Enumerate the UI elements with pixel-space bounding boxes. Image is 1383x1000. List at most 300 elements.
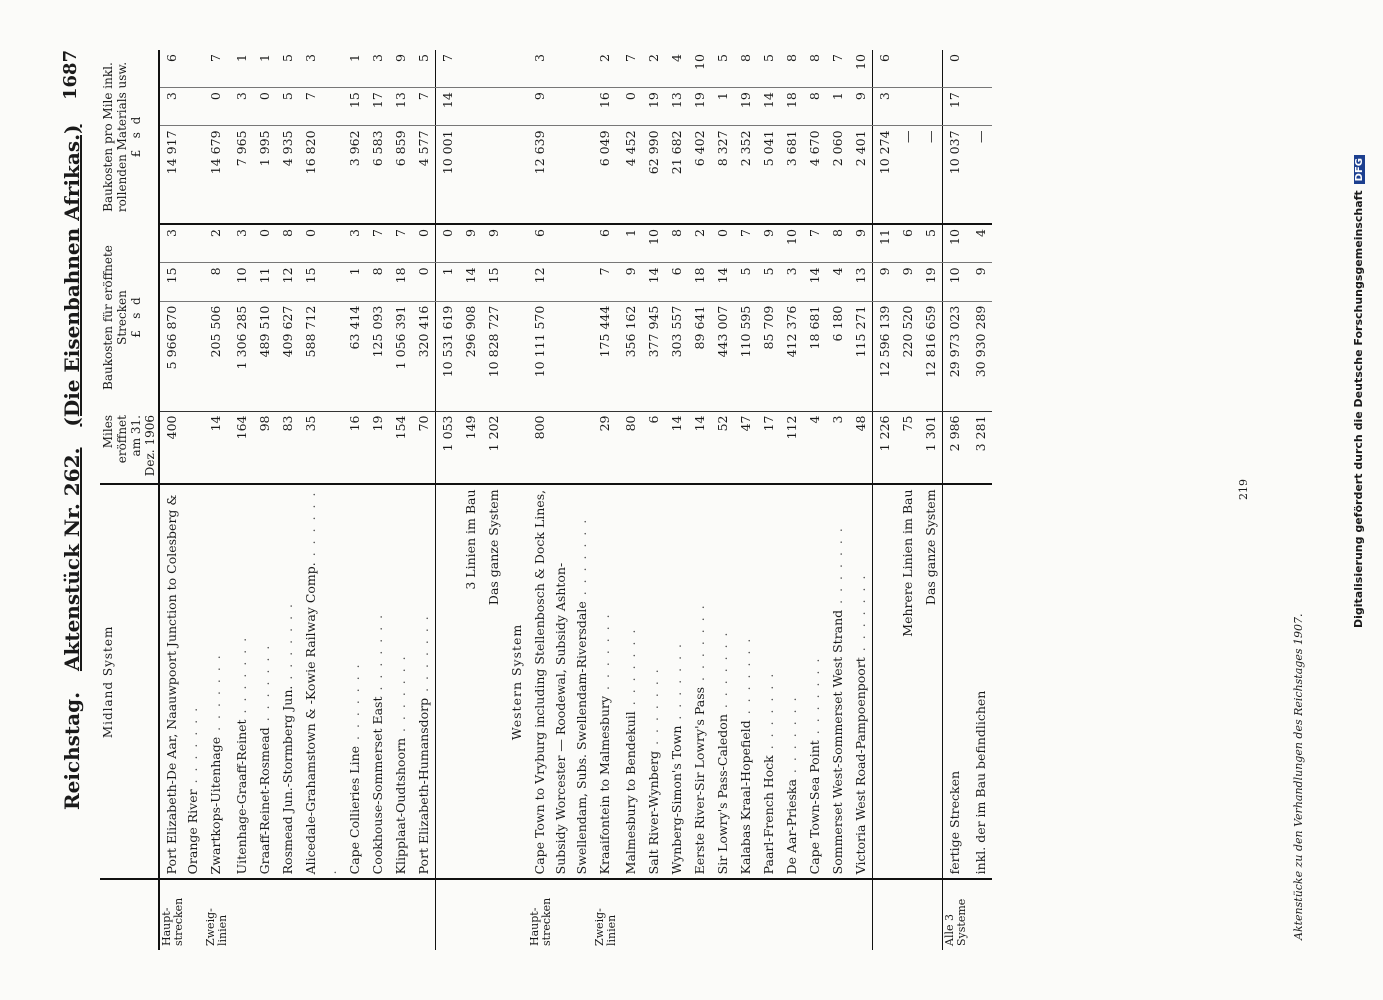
cost-pence: 6 [528, 224, 593, 263]
cost-shillings: 1 [343, 263, 366, 301]
cost-shillings: 1 [436, 263, 460, 301]
cost-per-mile-pounds: 4 670 [803, 126, 826, 224]
cost-per-mile-pounds: 16 820 [299, 126, 343, 224]
table-row [780, 50, 803, 950]
line-name: Eerste River-Sir Lowry's Pass . . . [688, 484, 711, 879]
cost-per-mile-pence: 5 [412, 50, 436, 88]
col-cost-total: Baukosten für eröffnete Strecken £ s d [100, 224, 159, 411]
section-label [780, 879, 803, 950]
section-label [688, 879, 711, 950]
cost-per-mile-pounds: 1 995 [253, 126, 276, 224]
miles-value: 29 [593, 411, 619, 484]
cost-per-mile-pounds: 10 001 [436, 126, 460, 224]
cost-per-mile-shillings: 3 [159, 88, 204, 126]
table-header-row [100, 50, 159, 950]
midland-heading: Midland System [100, 484, 159, 879]
table-row [159, 50, 204, 950]
cost-pence: 3 [159, 224, 204, 263]
cost-shillings: 4 [826, 263, 849, 301]
cost-shillings: 14 [711, 263, 734, 301]
miles-value: 1 301 [919, 411, 943, 484]
cost-per-mile-shillings [919, 88, 943, 126]
cost-pounds: 29 973 023 [943, 301, 970, 411]
line-name: Cape Town to Vryburg including Stellenbosch & Dock Lines, Subsidy Worcester — Roodewal, Subsidy Ashton-Swellendam, Subs. Swellendam-Riversdale . . . [528, 484, 593, 879]
line-name: Uitenhage-Graaff-Reinet . . . [230, 484, 253, 879]
cost-per-mile-pounds: 12 639 [528, 126, 593, 224]
cost-per-mile-shillings: 3 [230, 88, 253, 126]
cost-per-mile-pounds: 62 990 [642, 126, 665, 224]
page-title [60, 124, 84, 810]
midland-body [159, 50, 505, 950]
line-name: Alicedale-Grahamstown & -Kowie Railway Comp. . . . [299, 484, 343, 879]
cost-pounds: 409 627 [276, 301, 299, 411]
section-label [412, 879, 436, 950]
cost-per-mile-pounds: 5 041 [757, 126, 780, 224]
section-label [969, 879, 992, 950]
line-name [873, 484, 897, 879]
cost-pounds: 220 520 [896, 301, 919, 411]
cost-per-mile-pounds: 2 352 [734, 126, 757, 224]
cost-pounds: 303 557 [665, 301, 688, 411]
section-label [734, 879, 757, 950]
cost-per-mile-pounds: 2 401 [849, 126, 873, 224]
miles-value: 149 [459, 411, 482, 484]
cost-per-mile-pence: 3 [299, 50, 343, 88]
miles-value: 70 [412, 411, 436, 484]
cost-per-mile-pounds: 6 583 [366, 126, 389, 224]
page-header [42, 0, 102, 1000]
footnote: Aktenstücke zu den Verhandlungen des Reichstages 1907. [1292, 613, 1305, 940]
cost-pence: 7 [366, 224, 389, 263]
cost-per-mile-pounds: 6 402 [688, 126, 711, 224]
cost-shillings: 9 [619, 263, 642, 301]
table-row [593, 50, 619, 950]
cost-pounds: 85 709 [757, 301, 780, 411]
cost-per-mile-pounds: 6 859 [389, 126, 412, 224]
cost-per-mile-shillings: 0 [619, 88, 642, 126]
miles-value: 2 986 [943, 411, 970, 484]
cost-pence: 3 [230, 224, 253, 263]
sheet-number: 219 [1237, 479, 1250, 500]
miles-value: 14 [665, 411, 688, 484]
cost-per-mile-pounds: 14 917 [159, 126, 204, 224]
cost-per-mile-pounds: 4 452 [619, 126, 642, 224]
cost-shillings: 5 [734, 263, 757, 301]
cost-pence: 0 [436, 224, 460, 263]
cost-per-mile-pounds: 21 682 [665, 126, 688, 224]
cost-pence: 3 [343, 224, 366, 263]
miles-value: 164 [230, 411, 253, 484]
miles-value: 80 [619, 411, 642, 484]
cost-per-mile-pence: 6 [873, 50, 897, 88]
miles-value: 17 [757, 411, 780, 484]
cost-shillings: 18 [389, 263, 412, 301]
line-name: Salt River-Wynberg . . . [642, 484, 665, 879]
line-name: Cape Town-Sea Point . . . [803, 484, 826, 879]
cost-shillings: 9 [969, 263, 992, 301]
table-row [734, 50, 757, 950]
cost-per-mile-shillings: 19 [734, 88, 757, 126]
section-label [642, 879, 665, 950]
cost-per-mile-shillings: 14 [436, 88, 460, 126]
cost-shillings: 0 [412, 263, 436, 301]
table-row [619, 50, 642, 950]
cost-per-mile-shillings: 1 [711, 88, 734, 126]
cost-pence: 10 [780, 224, 803, 263]
cost-per-mile-shillings: 5 [276, 88, 299, 126]
cost-per-mile-pounds: 7 965 [230, 126, 253, 224]
line-name: Cape Collieries Line . . . [343, 484, 366, 879]
western-building-row [896, 50, 919, 950]
cost-per-mile-pence: 3 [528, 50, 593, 88]
cost-per-mile-pence: 7 [619, 50, 642, 88]
stamp-text: Digitalisierung gefördert durch die Deutsche Forschungsgemeinschaft [1352, 190, 1365, 628]
table-row [849, 50, 873, 950]
cost-pounds: 489 510 [253, 301, 276, 411]
cost-pence: 8 [276, 224, 299, 263]
cost-pounds: 296 908 [459, 301, 482, 411]
cost-per-mile-pounds [482, 126, 505, 224]
cost-per-mile-pounds: 8 327 [711, 126, 734, 224]
cost-pence: 0 [711, 224, 734, 263]
cost-pounds: 125 093 [366, 301, 389, 411]
section-label [757, 879, 780, 950]
cost-pounds: 110 595 [734, 301, 757, 411]
line-name: Kraaifontein to Malmesbury . . . [593, 484, 619, 879]
cost-pounds: 443 007 [711, 301, 734, 411]
cost-per-mile-pence: 8 [803, 50, 826, 88]
cost-per-mile-pounds: 4 577 [412, 126, 436, 224]
cost-per-mile-shillings: 18 [780, 88, 803, 126]
page-number: 1687 [60, 49, 81, 100]
miles-value: 47 [734, 411, 757, 484]
cost-per-mile-pence: 1 [343, 50, 366, 88]
cost-shillings: 12 [528, 263, 593, 301]
cost-per-mile-pence [919, 50, 943, 88]
table-row [412, 50, 436, 950]
cost-per-mile-pounds: 6 049 [593, 126, 619, 224]
cost-per-mile-pounds: 10 037 [943, 126, 970, 224]
cost-pence: 7 [734, 224, 757, 263]
cost-per-mile-pence: 9 [389, 50, 412, 88]
cost-pence: 8 [665, 224, 688, 263]
cost-pounds: 10 828 727 [482, 301, 505, 411]
cost-pounds: 5 966 870 [159, 301, 204, 411]
miles-value: 3 281 [969, 411, 992, 484]
cost-shillings: 14 [803, 263, 826, 301]
line-name: Port Elizabeth-De Aar, Naauwpoort Junction to Colesberg & Orange River . . . [159, 484, 204, 879]
cost-per-mile-shillings: 17 [366, 88, 389, 126]
line-name: De Aar-Prieska . . . [780, 484, 803, 879]
cost-per-mile-pounds: 2 060 [826, 126, 849, 224]
cost-pence: 0 [253, 224, 276, 263]
cost-per-mile-shillings: 17 [943, 88, 970, 126]
line-name: Mehrere Linien im Bau [896, 484, 919, 879]
cost-pounds: 12 596 139 [873, 301, 897, 411]
section-label [436, 879, 460, 950]
cost-per-mile-shillings: 9 [849, 88, 873, 126]
miles-value: 3 [826, 411, 849, 484]
cost-shillings: 19 [919, 263, 943, 301]
cost-per-mile-pounds: 10 274 [873, 126, 897, 224]
section-label [803, 879, 826, 950]
cost-per-mile-pence: 6 [159, 50, 204, 88]
cost-per-mile-pence: 5 [757, 50, 780, 88]
cost-shillings: 9 [896, 263, 919, 301]
cost-pence: 7 [803, 224, 826, 263]
cost-per-mile-pence: 7 [204, 50, 230, 88]
section-label: Zweig-linien [204, 908, 229, 946]
cost-shillings: 10 [230, 263, 253, 301]
section-label [873, 879, 897, 950]
line-name: inkl. der im Bau befindlichen [969, 484, 992, 879]
cost-per-mile-pence: 3 [366, 50, 389, 88]
col-cost-mile: Baukosten pro Mile inkl. rollenden Materials usw. £ s d [100, 50, 159, 224]
cost-pounds: 1 056 391 [389, 301, 412, 411]
miles-value: 6 [642, 411, 665, 484]
section-label [253, 879, 276, 950]
miles-value: 112 [780, 411, 803, 484]
cost-per-mile-pounds: 14 679 [204, 126, 230, 224]
cost-pence: 11 [873, 224, 897, 263]
dfg-logo: DFG [1354, 155, 1365, 184]
cost-shillings: 5 [757, 263, 780, 301]
cost-pounds: 1 306 285 [230, 301, 253, 411]
miles-value: 1 053 [436, 411, 460, 484]
section-label [482, 879, 505, 950]
cost-per-mile-shillings: 1 [826, 88, 849, 126]
section-label [826, 879, 849, 950]
western-total-row [873, 50, 897, 950]
cost-pence: 2 [688, 224, 711, 263]
western-whole-row [919, 50, 943, 950]
cost-per-mile-shillings [482, 88, 505, 126]
miles-value: 800 [528, 411, 593, 484]
cost-pence: 10 [943, 224, 970, 263]
miles-value: 75 [896, 411, 919, 484]
western-heading: Western System [505, 484, 528, 879]
section-label [389, 879, 412, 950]
cost-per-mile-pence: 10 [849, 50, 873, 88]
rotated-page-content [42, 0, 1342, 1000]
cost-per-mile-pence: 2 [642, 50, 665, 88]
cost-pence: 0 [299, 224, 343, 263]
cost-pounds: 18 681 [803, 301, 826, 411]
section-label: Haupt-strecken [160, 897, 185, 946]
western-body [505, 50, 528, 950]
cost-pence: 6 [896, 224, 919, 263]
cost-pence: 9 [757, 224, 780, 263]
line-name: Sommerset West-Sommerset West Strand . . . [826, 484, 849, 879]
miles-value: 19 [366, 411, 389, 484]
line-name: Paarl-French Hock . . . [757, 484, 780, 879]
line-name: Malmesbury to Bendekuil . . . [619, 484, 642, 879]
table-row [711, 50, 734, 950]
cost-per-mile-pence [459, 50, 482, 88]
railway-table [100, 50, 992, 950]
cost-pence: 4 [969, 224, 992, 263]
cost-shillings: 12 [276, 263, 299, 301]
cost-per-mile-shillings: 13 [389, 88, 412, 126]
table-row [642, 50, 665, 950]
cost-pence: 7 [389, 224, 412, 263]
cost-per-mile-shillings: 13 [665, 88, 688, 126]
cost-shillings: 14 [459, 263, 482, 301]
cost-shillings: 6 [665, 263, 688, 301]
cost-per-mile-shillings: 14 [757, 88, 780, 126]
cost-pence: 0 [412, 224, 436, 263]
line-name: Kalabas Kraal-Hopefield . . . [734, 484, 757, 879]
title-document: Aktenstück Nr. 262. [60, 447, 84, 672]
cost-per-mile-shillings: 16 [593, 88, 619, 126]
midland-total-row [436, 50, 460, 950]
cost-per-mile-pounds: 3 681 [780, 126, 803, 224]
cost-per-mile-pence: 2 [593, 50, 619, 88]
section-label: Alle 3 Systeme [943, 879, 970, 950]
cost-per-mile-shillings: 19 [642, 88, 665, 126]
section-label [665, 879, 688, 950]
all-incl-row [969, 50, 992, 950]
cost-pence: 9 [459, 224, 482, 263]
line-name: Das ganze System [919, 484, 943, 879]
cost-per-mile-shillings: 19 [688, 88, 711, 126]
line-name: Klipplaat-Oudtshoorn . . . [389, 484, 412, 879]
cost-pounds: 356 162 [619, 301, 642, 411]
line-name: Das ganze System [482, 484, 505, 879]
cost-pounds: 89 641 [688, 301, 711, 411]
cost-shillings: 13 [849, 263, 873, 301]
midland-building-row [459, 50, 482, 950]
line-name: fertige Strecken [943, 484, 970, 879]
cost-shillings: 15 [159, 263, 204, 301]
cost-shillings: 9 [873, 263, 897, 301]
cost-per-mile-pounds: — [969, 126, 992, 224]
table-row [253, 50, 276, 950]
miles-value: 83 [276, 411, 299, 484]
cost-pounds: 63 414 [343, 301, 366, 411]
section-label [366, 879, 389, 950]
table-row [803, 50, 826, 950]
table-row [366, 50, 389, 950]
cost-per-mile-pence [482, 50, 505, 88]
cost-pounds: 12 816 659 [919, 301, 943, 411]
title-left: Reichstag. [60, 691, 84, 810]
all-systems-rows [943, 50, 993, 950]
section-label: Haupt-strecken [528, 897, 553, 946]
all-finished-row [943, 50, 970, 950]
table-row [204, 50, 230, 950]
table-row [389, 50, 412, 950]
midland-whole-row [482, 50, 505, 950]
cost-per-mile-shillings: 9 [528, 88, 593, 126]
cost-pounds: 10 111 570 [528, 301, 593, 411]
cost-per-mile-pence [969, 50, 992, 88]
table-row [665, 50, 688, 950]
cost-pounds: 6 180 [826, 301, 849, 411]
miles-value: 154 [389, 411, 412, 484]
cost-pence: 10 [642, 224, 665, 263]
cost-pounds: 115 271 [849, 301, 873, 411]
cost-per-mile-pence: 10 [688, 50, 711, 88]
cost-per-mile-shillings: 7 [299, 88, 343, 126]
cost-shillings: 8 [366, 263, 389, 301]
section-label: Zweig-linien [593, 908, 618, 946]
table-row [688, 50, 711, 950]
cost-per-mile-shillings: 3 [873, 88, 897, 126]
miles-value: 98 [253, 411, 276, 484]
cost-per-mile-pence: 1 [253, 50, 276, 88]
cost-per-mile-pence [896, 50, 919, 88]
cost-shillings: 8 [204, 263, 230, 301]
cost-shillings: 18 [688, 263, 711, 301]
table-row [299, 50, 343, 950]
line-name: Sir Lowry's Pass-Caledon . . . [711, 484, 734, 879]
cost-per-mile-pounds: 3 962 [343, 126, 366, 224]
cost-per-mile-shillings: 8 [803, 88, 826, 126]
cost-pounds: 175 444 [593, 301, 619, 411]
miles-value: 4 [803, 411, 826, 484]
miles-value: 14 [688, 411, 711, 484]
cost-per-mile-pence: 8 [780, 50, 803, 88]
cost-pence: 9 [849, 224, 873, 263]
line-name: Victoria West Road-Pampoenpoort . . . [849, 484, 873, 879]
line-name: Zwartkops-Uitenhage . . . [204, 484, 230, 879]
cost-per-mile-pence: 7 [436, 50, 460, 88]
cost-shillings: 15 [299, 263, 343, 301]
western-rows [528, 50, 943, 950]
section-label [276, 879, 299, 950]
cost-per-mile-pence: 4 [665, 50, 688, 88]
cost-pounds: 205 506 [204, 301, 230, 411]
table-row [276, 50, 299, 950]
cost-shillings: 3 [780, 263, 803, 301]
cost-per-mile-pounds [459, 126, 482, 224]
cost-per-mile-shillings [969, 88, 992, 126]
table-row [230, 50, 253, 950]
cost-shillings: 15 [482, 263, 505, 301]
cost-pounds: 30 930 289 [969, 301, 992, 411]
cost-per-mile-shillings: 7 [412, 88, 436, 126]
section-label [299, 879, 343, 950]
miles-value: 35 [299, 411, 343, 484]
cost-per-mile-shillings: 0 [204, 88, 230, 126]
line-name: Cookhouse-Sommerset East . . . [366, 484, 389, 879]
miles-value: 48 [849, 411, 873, 484]
cost-shillings: 14 [642, 263, 665, 301]
table-row [757, 50, 780, 950]
line-name [436, 484, 460, 879]
section-label [459, 879, 482, 950]
section-label [849, 879, 873, 950]
section-label [619, 879, 642, 950]
miles-value: 52 [711, 411, 734, 484]
cost-per-mile-pounds: 4 935 [276, 126, 299, 224]
title-subject: (Die Eisenbahnen Afrikas.) [60, 124, 84, 427]
cost-per-mile-shillings [896, 88, 919, 126]
cost-pence: 1 [619, 224, 642, 263]
line-name: Graaff-Reinet-Rosmead . . . [253, 484, 276, 879]
cost-per-mile-pounds: — [896, 126, 919, 224]
cost-pence: 9 [482, 224, 505, 263]
cost-per-mile-shillings: 15 [343, 88, 366, 126]
line-name: Wynberg-Simon's Town . . . [665, 484, 688, 879]
section-label [919, 879, 943, 950]
section-label [711, 879, 734, 950]
section-label [896, 879, 919, 950]
cost-pence: 2 [204, 224, 230, 263]
table-row [343, 50, 366, 950]
cost-pounds: 412 376 [780, 301, 803, 411]
